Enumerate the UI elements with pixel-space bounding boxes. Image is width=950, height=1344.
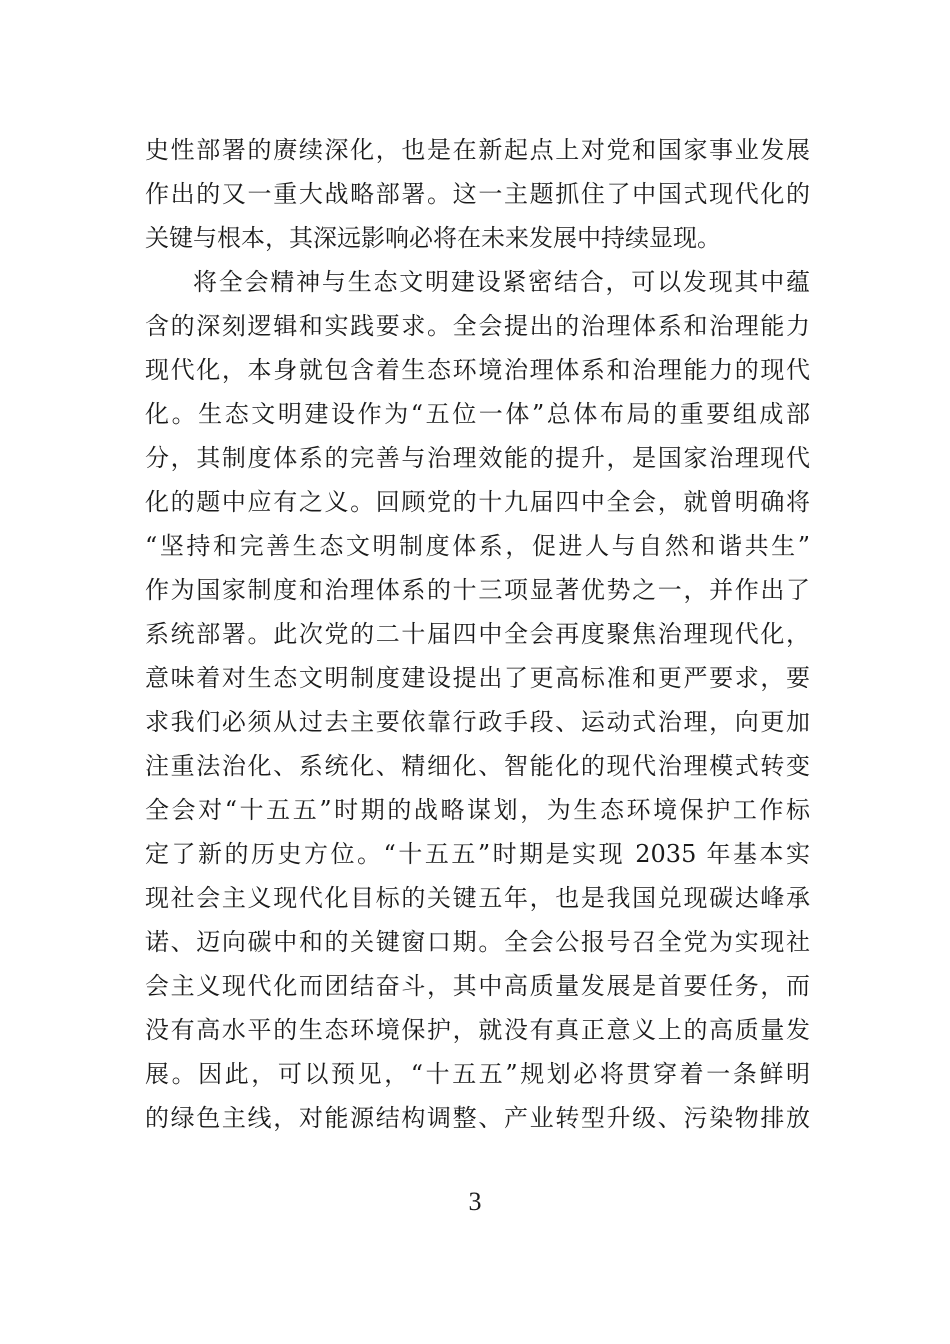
text-line: 分，其制度体系的完善与治理效能的提升，是国家治理现代	[145, 444, 810, 472]
text-line: 诺、迈向碳中和的关键窗口期。全会公报号召全党为实现社	[145, 928, 810, 956]
text-line: 求我们必须从过去主要依靠行政手段、运动式治理，向更加	[145, 708, 810, 736]
text-line: 没有高水平的生态环境保护，就没有真正意义上的高质量发	[145, 1016, 810, 1044]
text-line: 化的题中应有之义。回顾党的十九届四中全会，就曾明确将	[145, 488, 810, 516]
text-line: 定了新的历史方位。“十五五”时期是实现 2035 年基本实	[145, 840, 810, 868]
paragraph-2	[145, 260, 810, 1140]
text-line: 意味着对生态文明制度建设提出了更高标准和更严要求，要	[145, 664, 810, 692]
body-text	[145, 128, 810, 1140]
text-line: 现社会主义现代化目标的关键五年，也是我国兑现碳达峰承	[145, 884, 810, 912]
text-line: 含的深刻逻辑和实践要求。全会提出的治理体系和治理能力	[145, 312, 810, 340]
text-line: 的绿色主线，对能源结构调整、产业转型升级、污染物排放	[145, 1104, 810, 1132]
text-line: 系统部署。此次党的二十届四中全会再度聚焦治理现代化，	[145, 620, 810, 648]
text-line: 全会对“十五五”时期的战略谋划，为生态环境保护工作标	[145, 796, 810, 824]
page-number: 3	[468, 1187, 482, 1216]
paragraph-1	[145, 128, 810, 260]
text-line: 关键与根本，其深远影响必将在未来发展中持续显现。	[145, 224, 721, 252]
text-line: 展。因此，可以预见，“十五五”规划必将贯穿着一条鲜明	[145, 1060, 810, 1088]
text-line: 作为国家制度和治理体系的十三项显著优势之一，并作出了	[145, 576, 810, 604]
text-line: 将全会精神与生态文明建设紧密结合，可以发现其中蕴	[193, 268, 810, 296]
text-line: 史性部署的赓续深化，也是在新起点上对党和国家事业发展	[145, 136, 810, 164]
text-line: 化。生态文明建设作为“五位一体”总体布局的重要组成部	[145, 400, 810, 428]
text-line: “坚持和完善生态文明制度体系，促进人与自然和谐共生”	[145, 532, 810, 560]
text-line: 会主义现代化而团结奋斗，其中高质量发展是首要任务，而	[145, 972, 810, 1000]
text-line: 现代化，本身就包含着生态环境治理体系和治理能力的现代	[145, 356, 810, 384]
text-line: 注重法治化、系统化、精细化、智能化的现代治理模式转变	[145, 752, 810, 780]
text-line: 作出的又一重大战略部署。这一主题抓住了中国式现代化的	[145, 180, 810, 208]
